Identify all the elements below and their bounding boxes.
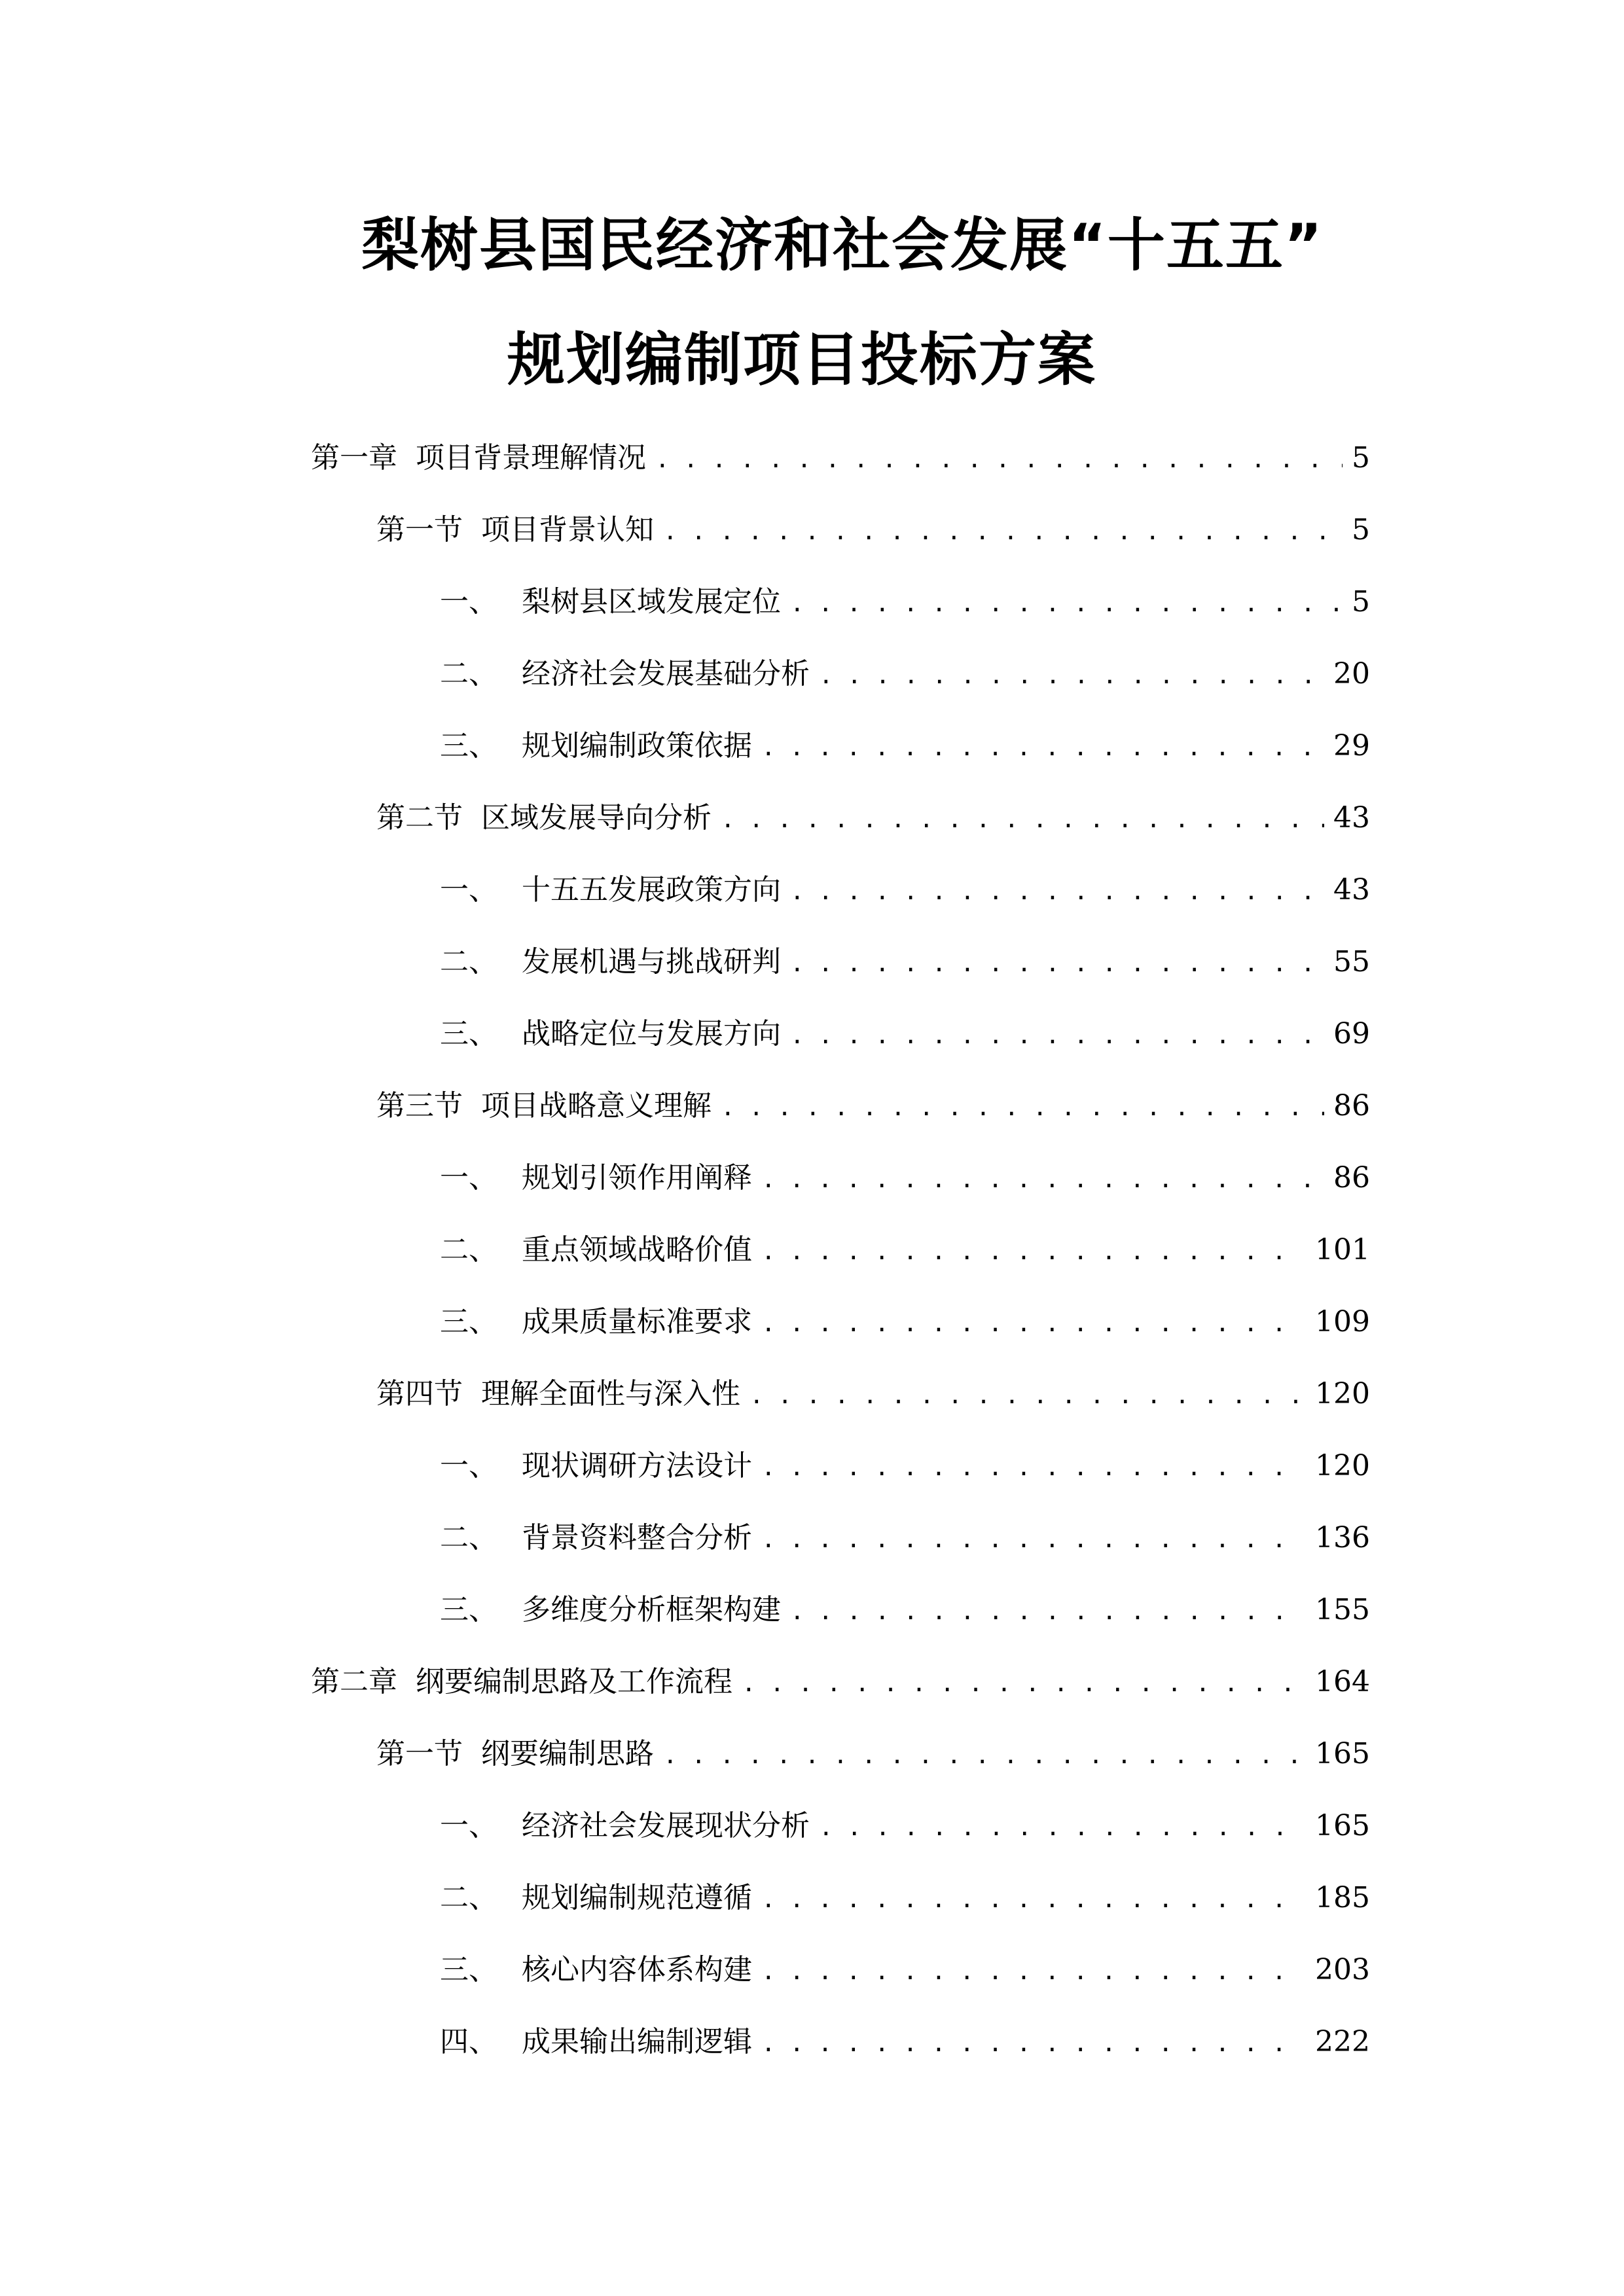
toc-entry-page: 120 [1315,1377,1370,1410]
toc-entry-marker: 第二节 [376,801,463,834]
toc-entry-label: 项目背景认知 [481,513,654,547]
toc-entry-marker: 一、 [440,1161,497,1194]
toc-dot-leader [761,1154,1324,1206]
toc-entry-item[interactable] [440,1584,1370,1636]
toc-entry-section[interactable] [376,1080,1370,1132]
toc-dot-leader [742,1658,1306,1710]
toc-entry-item[interactable] [440,1872,1370,1924]
toc-entry-label: 十五五发展政策方向 [522,873,781,906]
toc-entry-marker: 二、 [440,657,497,691]
toc-entry-page: 86 [1333,1089,1370,1122]
toc-entry-label: 梨树县区域发展定位 [522,585,781,619]
toc-dot-leader [819,650,1324,702]
toc-entry-marker: 一、 [440,873,497,906]
toc-dot-leader [819,1802,1306,1854]
toc-entry-marker: 第一节 [376,513,463,547]
toc-entry-marker: 一、 [440,1449,497,1482]
toc-entry-page: 69 [1333,1017,1370,1050]
toc-entry-marker: 第四节 [376,1377,463,1410]
toc-entry-page: 165 [1315,1809,1370,1842]
toc-entry-item[interactable] [440,1800,1370,1852]
toc-entry-section[interactable] [376,1728,1370,1780]
toc-entry-item[interactable] [440,2016,1370,2068]
toc-entry-item[interactable] [440,648,1370,700]
toc-entry-section[interactable] [376,1368,1370,1420]
toc-entry-item[interactable] [440,1152,1370,1204]
toc-entry-page: 5 [1352,513,1370,547]
toc-entry-page: 5 [1352,585,1370,619]
toc-entry-label: 多维度分析框架构建 [522,1593,781,1626]
toc-entry-page: 109 [1315,1305,1370,1338]
toc-entry-marker: 一、 [440,1809,497,1842]
toc-entry-section[interactable] [376,504,1370,556]
toc-entry-page: 222 [1315,2025,1370,2058]
toc-entry-section[interactable] [376,792,1370,844]
toc-entry-page: 185 [1315,1881,1370,1914]
toc-entry-item[interactable] [440,720,1370,772]
toc-entry-page: 136 [1315,1521,1370,1554]
toc-entry-page: 164 [1315,1665,1370,1698]
toc-dot-leader [761,1298,1306,1350]
toc-entry-marker: 第二章 [311,1665,397,1698]
toc-entry-marker: 三、 [440,729,497,762]
toc-entry-page: 165 [1315,1737,1370,1770]
toc-entry-page: 101 [1315,1233,1370,1266]
toc-entry-label: 重点领域战略价值 [522,1233,752,1266]
toc-entry-page: 155 [1315,1593,1370,1626]
toc-entry-marker: 三、 [440,1593,497,1626]
toc-dot-leader [790,578,1343,630]
toc-entry-page: 55 [1333,945,1370,978]
toc-dot-leader [790,866,1324,918]
toc-dot-leader [790,1010,1324,1062]
toc-entry-chapter[interactable] [311,432,1370,484]
toc-dot-leader [721,1082,1324,1134]
toc-entry-page: 120 [1315,1449,1370,1482]
toc-entry-item[interactable] [440,1296,1370,1348]
toc-entry-page: 5 [1352,441,1370,475]
toc-entry-label: 发展机遇与挑战研判 [522,945,781,978]
toc-entry-label: 纲要编制思路 [481,1737,654,1770]
toc-dot-leader [749,1370,1306,1422]
toc-entry-marker: 二、 [440,1233,497,1266]
toc-entry-label: 成果质量标准要求 [522,1305,752,1338]
toc-dot-leader [761,2018,1306,2070]
toc-entry-item[interactable] [440,576,1370,628]
toc-entry-marker: 第一章 [311,441,397,475]
toc-entry-item[interactable] [440,1008,1370,1060]
toc-entry-label: 现状调研方法设计 [522,1449,752,1482]
toc-entry-marker: 三、 [440,1953,497,1986]
document-title-line-1: 梨树县国民经济和社会发展“十五五” [361,211,1324,279]
toc-entry-label: 项目战略意义理解 [481,1089,712,1122]
toc-entry-marker: 二、 [440,945,497,978]
toc-entry-item[interactable] [440,864,1370,916]
toc-entry-label: 规划编制规范遵循 [522,1881,752,1914]
toc-entry-marker: 三、 [440,1017,497,1050]
toc-entry-page: 20 [1333,657,1370,691]
toc-entry-label: 规划编制政策依据 [522,729,752,762]
toc-entry-chapter[interactable] [311,1656,1370,1708]
toc-dot-leader [790,1586,1306,1638]
toc-entry-label: 区域发展导向分析 [481,801,712,834]
toc-entry-item[interactable] [440,1512,1370,1564]
toc-entry-marker: 四、 [440,2025,497,2058]
toc-entry-page: 43 [1333,873,1370,906]
toc-dot-leader [761,1442,1306,1494]
toc-entry-label: 战略定位与发展方向 [522,1017,781,1050]
toc-entry-label: 成果输出编制逻辑 [522,2025,752,2058]
toc-entry-label: 背景资料整合分析 [522,1521,752,1554]
toc-dot-leader [663,1730,1306,1782]
toc-entry-label: 理解全面性与深入性 [481,1377,740,1410]
toc-dot-leader [655,434,1343,486]
toc-dot-leader [663,506,1343,558]
toc-entry-marker: 一、 [440,585,497,619]
toc-entry-label: 经济社会发展现状分析 [522,1809,810,1842]
toc-entry-label: 核心内容体系构建 [522,1953,752,1986]
toc-dot-leader [761,722,1324,774]
toc-dot-leader [761,1946,1306,1998]
toc-entry-marker: 第一节 [376,1737,463,1770]
toc-entry-label: 项目背景理解情况 [416,441,646,475]
toc-entry-label: 经济社会发展基础分析 [522,657,810,691]
toc-entry-page: 203 [1315,1953,1370,1986]
toc-dot-leader [761,1226,1306,1278]
toc-entry-page: 86 [1333,1161,1370,1194]
toc-entry-marker: 二、 [440,1881,497,1914]
toc-entry-item[interactable] [440,1224,1370,1276]
toc-entry-item[interactable] [440,1440,1370,1492]
toc-dot-leader [761,1874,1306,1926]
toc-entry-marker: 三、 [440,1305,497,1338]
toc-entry-label: 规划引领作用阐释 [522,1161,752,1194]
toc-dot-leader [790,938,1324,990]
toc-entry-page: 29 [1333,729,1370,762]
toc-dot-leader [761,1514,1306,1566]
toc-entry-page: 43 [1333,801,1370,834]
toc-entry-label: 纲要编制思路及工作流程 [416,1665,732,1698]
toc-entry-marker: 第三节 [376,1089,463,1122]
toc-entry-item[interactable] [440,936,1370,988]
toc-dot-leader [721,794,1324,846]
toc-entry-item[interactable] [440,1944,1370,1996]
toc-entry-marker: 二、 [440,1521,497,1554]
document-title-line-2: 规划编制项目投标方案 [507,326,1097,393]
